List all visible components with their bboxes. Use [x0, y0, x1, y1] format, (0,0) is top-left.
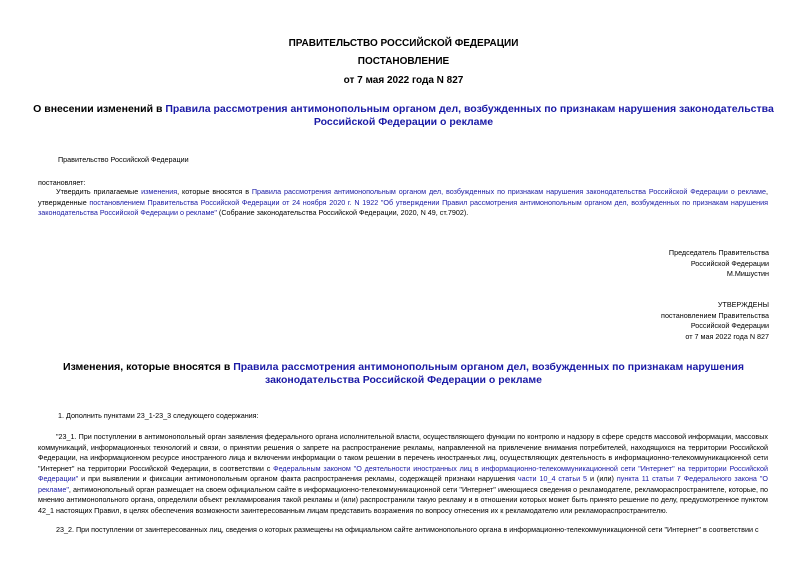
org-heading: ПРАВИТЕЛЬСТВО РОССИЙСКОЙ ФЕДЕРАЦИИ: [288, 38, 519, 49]
approved-line-1: УТВЕРЖДЕНЫ: [717, 300, 769, 309]
federal-law-link[interactable]: Федеральным законом "О деятельности иностранных лиц в информационно-телекоммуникационной сети "Интернет" на территории Российской Федерации": [38, 463, 769, 483]
government-line: Правительство Российской Федерации: [58, 155, 189, 164]
item-1: 1. Дополнить пунктами 23_1-23_3 следующего содержания:: [58, 411, 259, 420]
article-5-link[interactable]: части 10_4 статьи 5: [517, 474, 588, 483]
paragraph-23-2: 23_2. При поступлении от заинтересованных лиц, сведения о которых размещены на официальном сайте антимонопольного органа в информационно-телекоммуникационной сети "Интернет" в соответствии с: [56, 525, 759, 534]
decree-text-2: , которые вносятся в: [177, 187, 252, 196]
decree-text-1: Утвердить прилагаемые: [56, 187, 142, 196]
rules-link-2[interactable]: Правила рассмотрения антимонопольным органом дел, возбужденных по признакам нарушения законодательства Российской Федерации о рекламе: [251, 187, 766, 196]
signature-line-1: Председатель Правительства: [668, 248, 769, 257]
article-7-link[interactable]: пункта 11 статьи 7 Федерального закона "О рекламе": [38, 474, 768, 494]
rules-link[interactable]: Правила рассмотрения антимонопольным органом дел, возбужденных по признакам нарушения законодательства Российской Федерации о рекламе: [165, 103, 774, 128]
p231-text-3: и (или): [587, 474, 617, 483]
approved-line-3: Российской Федерации: [690, 321, 769, 330]
document-title: [30, 103, 777, 129]
approved-line-2: постановлением Правительства: [661, 310, 769, 320]
decree-paragraph: [38, 187, 768, 219]
p231-text-4: , антимонопольный орган размещает на своем официальном сайте в информационно-телекоммуникационной сети "Интернет" имеющиеся сведения о рекламодателе, рекламораспространителе, которые, по мнению антимонопольного органа, определили объект рекламирования такой рекламы и (или) распространили такую рекламу и в отношении которых может быть принято решение по делу, предусмотренное пунктом 42_1 настоящих Правил, в целях обеспечения возможности заинтересованным лицам представить возражения по вопросу отнесения их к рекламодателю или рекламораспространителю.: [38, 484, 768, 515]
decree-text-3: , утвержденные: [38, 187, 768, 207]
resolution-1922-link[interactable]: постановлением Правительства Российской Федерации от 24 ноября 2020 г. N 1922 "Об утверждении Правил рассмотрения антимонопольным органом дел, возбужденных по признакам нарушения законодательства Российской Федерации о рекламе": [38, 197, 768, 217]
rules-link-3[interactable]: Правила рассмотрения антимонопольным органом дел, возбужденных по признакам нарушения законодательства Российской Федерации о рекламе: [233, 361, 744, 386]
doc-type-heading: ПОСТАНОВЛЕНИЕ: [357, 56, 450, 67]
paragraph-23-1: [38, 432, 768, 516]
changes-title-prefix: Изменения, которые вносятся в: [63, 361, 234, 373]
signature-block: [669, 248, 769, 280]
title-prefix: О внесении изменений в: [33, 103, 166, 115]
doc-date-heading: от 7 мая 2022 года N 827: [343, 75, 464, 86]
p231-text-2: и при выявлении и фиксации антимонопольным органом факта распространения рекламы, содержащей признаки нарушения: [78, 474, 518, 483]
decree-text-4: (Собрание законодательства Российской Федерации, 2020, N 49, ст.7902).: [216, 208, 469, 217]
signature-line-2: Российской Федерации: [690, 258, 769, 268]
changes-link[interactable]: изменения: [141, 187, 178, 196]
approved-line-4: от 7 мая 2022 года N 827: [685, 331, 769, 341]
changes-title: [30, 361, 777, 387]
p231-text-1: "23_1. При поступлении в антимонопольный орган заявления федерального органа исполнительной власти, осуществляющего функции по контролю и надзору в сфере средств массовой информации, массовых коммуникаций, информационных технологий и связи, о принятии решения о запрете на распространение рекламы, направленной на привлечение внимания потребителей, находящихся на территории Российской Федерации, на информационном ресурсе иностранного лица и включении информации о таком решении в перечень иностранных лиц, осуществляющих деятельность в информационно-телекоммуникационной сети "Интернет" на территории Российской Федерации, в соответствии с: [38, 432, 768, 473]
decides-line: постановляет:: [38, 178, 86, 187]
approved-block: [661, 300, 769, 342]
signature-name: М.Мишустин: [726, 269, 769, 278]
